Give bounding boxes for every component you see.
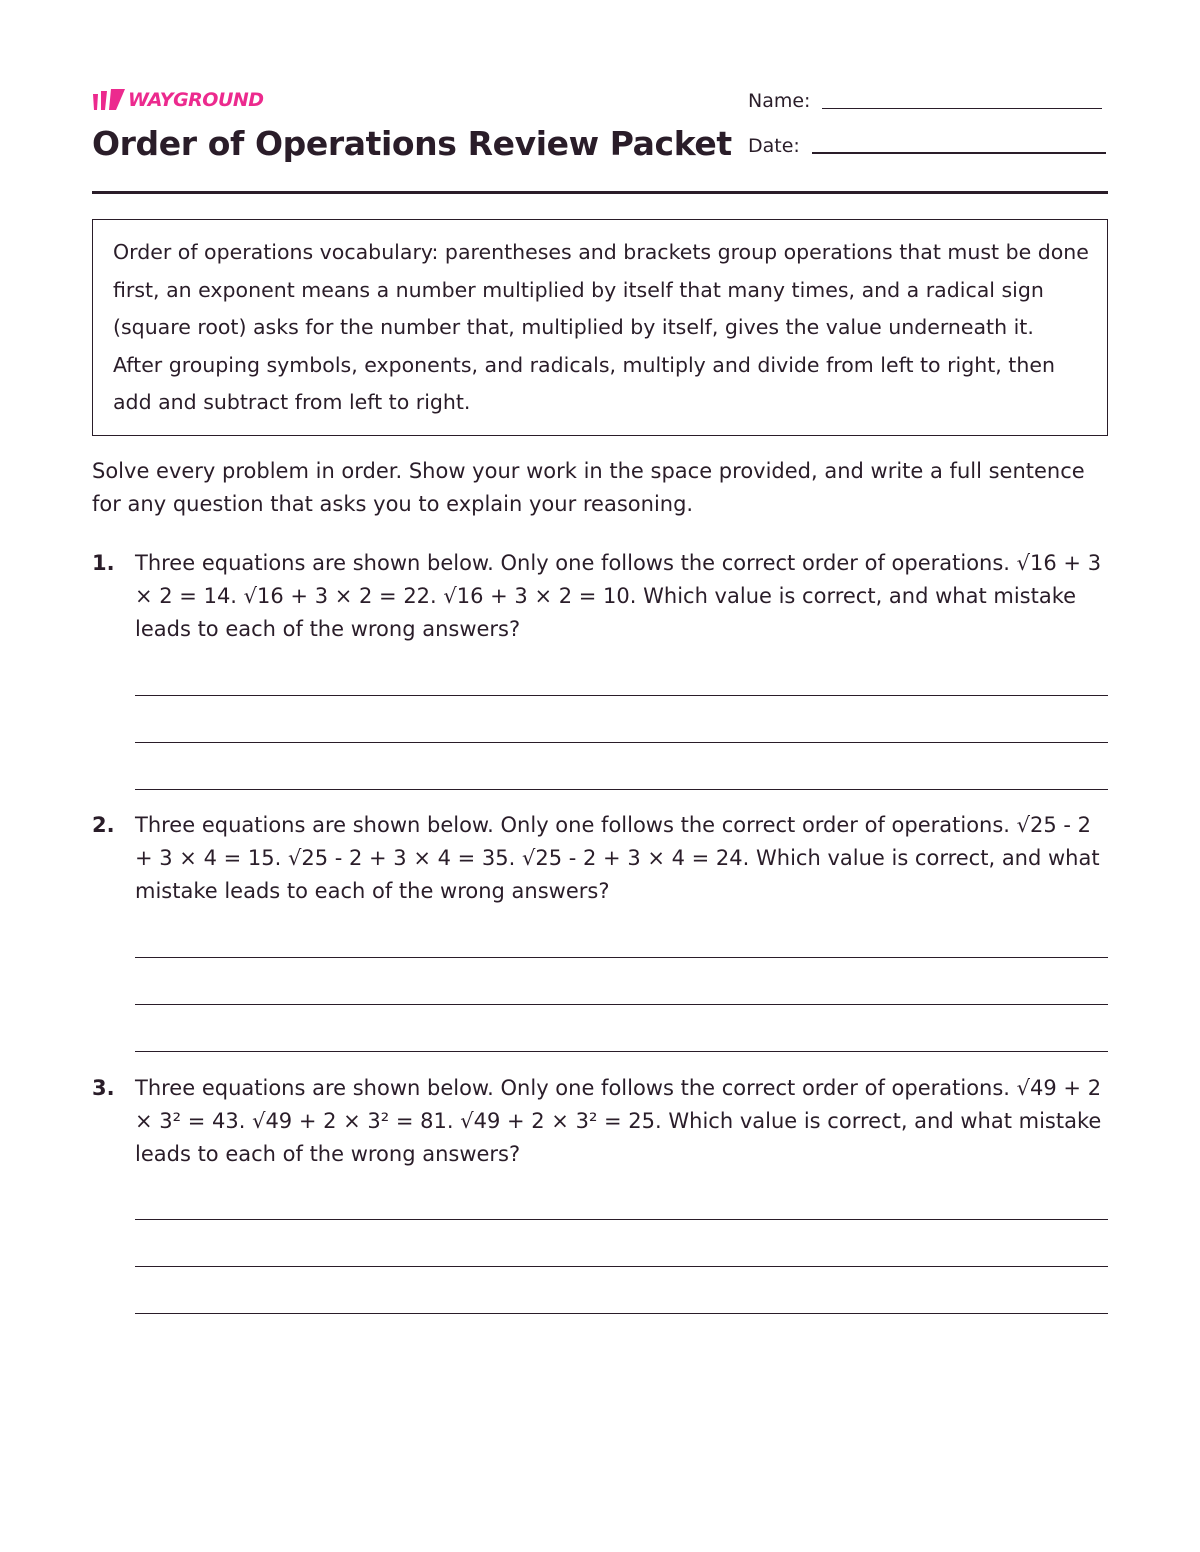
- question-number: 3.: [92, 1076, 115, 1100]
- question-text: Three equations are shown below. Only one follows the correct order of operations. √25 - 2 + 3 × 4 = 15. √25 - 2 + 3 × 4 = 35. √25 - 2 + 3 × 4 = 24. Which value is correct, and what mistake leads to each of the wrong answers?: [135, 813, 1100, 903]
- date-label: Date:: [748, 135, 800, 157]
- answer-line[interactable]: [135, 742, 1108, 743]
- question-text: Three equations are shown below. Only one follows the correct order of operations. √16 + 3 × 2 = 14. √16 + 3 × 2 = 22. √16 + 3 × 2 = 10. Which value is correct, and what mistake leads to each of the wrong answers?: [135, 551, 1102, 641]
- wayground-logo-icon: [92, 88, 126, 112]
- answer-line[interactable]: [135, 1313, 1108, 1314]
- vocabulary-box: [92, 219, 1108, 436]
- question-number: 1.: [92, 551, 115, 575]
- answer-line[interactable]: [135, 1004, 1108, 1005]
- header-divider: [92, 191, 1108, 194]
- name-blank-line[interactable]: [822, 108, 1102, 109]
- answer-line[interactable]: [135, 957, 1108, 958]
- brand-name: WAYGROUND: [128, 89, 264, 111]
- question-number: 2.: [92, 813, 115, 837]
- instructions-text: Solve every problem in order. Show your work in the space provided, and write a full sentence for any question that asks you to explain your reasoning.: [92, 459, 1085, 516]
- vocabulary-text: Order of operations vocabulary: parentheses and brackets group operations that must be done first, an exponent means a number multiplied by itself that many times, and a radical sign (square root) asks for the number that, multiplied by itself, gives the value underneath it. After grouping symbols, exponents, and radicals, multiply and divide from left to right, then add and subtract from left to right.: [113, 240, 1089, 414]
- answer-line[interactable]: [135, 789, 1108, 790]
- answer-line[interactable]: [135, 695, 1108, 696]
- date-field[interactable]: [748, 135, 1106, 157]
- question-text: Three equations are shown below. Only one follows the correct order of operations. √49 + 2 × 3² = 43. √49 + 2 × 3² = 81. √49 + 2 × 3² = 25. Which value is correct, and what mistake leads to each of the wrong answers?: [135, 1076, 1102, 1166]
- name-field[interactable]: [748, 90, 1102, 112]
- answer-line[interactable]: [135, 1051, 1108, 1052]
- date-blank-line[interactable]: [812, 152, 1106, 154]
- answer-line[interactable]: [135, 1219, 1108, 1220]
- brand-logo: [92, 88, 264, 112]
- name-label: Name:: [748, 90, 811, 112]
- answer-line[interactable]: [135, 1266, 1108, 1267]
- page-title: Order of Operations Review Packet: [92, 124, 732, 163]
